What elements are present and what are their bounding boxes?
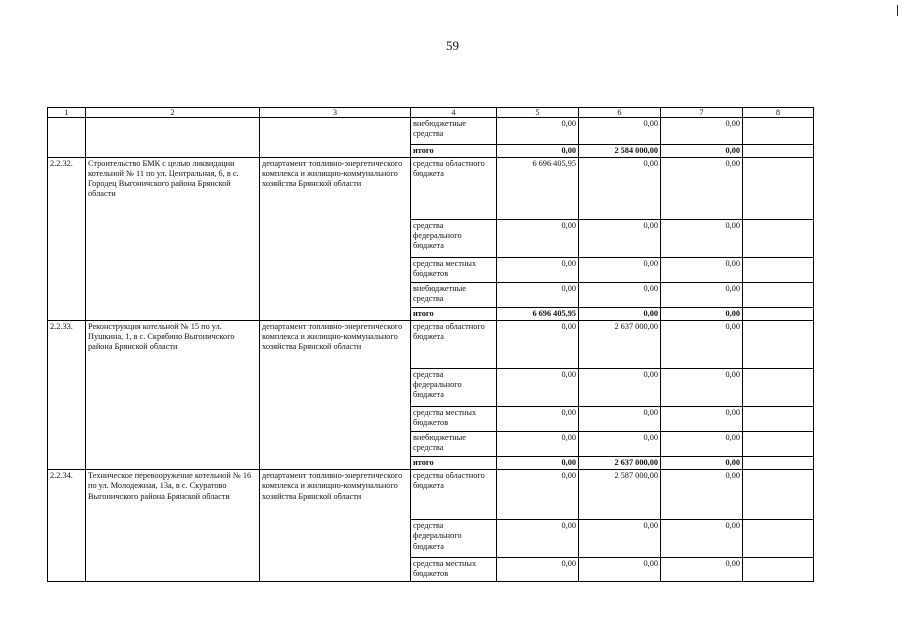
amount-cell: 0,00 <box>579 558 661 581</box>
amount-cell: 0,00 <box>579 220 661 258</box>
header-cell: 4 <box>411 108 497 118</box>
amount-cell: 0,00 <box>661 118 743 145</box>
source-label: средства федерального бюджета <box>411 520 497 558</box>
amount-cell: 0,00 <box>497 369 579 407</box>
amount-cell: 0,00 <box>661 407 743 432</box>
source-label: средства областного бюджета <box>411 321 497 369</box>
note-cell <box>743 220 814 258</box>
note-cell <box>743 258 814 283</box>
amount-cell: 0,00 <box>661 220 743 258</box>
amount-cell: 0,00 <box>661 145 743 158</box>
source-label: средства федерального бюджета <box>411 369 497 407</box>
amount-cell: 0,00 <box>497 432 579 457</box>
note-cell <box>743 321 814 369</box>
header-cell: 1 <box>48 108 86 118</box>
note-cell <box>743 118 814 145</box>
executor-cell <box>260 118 411 158</box>
source-label: внебюджетные средства <box>411 118 497 145</box>
note-cell <box>743 457 814 470</box>
amount-cell: 2 637 000,00 <box>579 457 661 470</box>
amount-cell: 0,00 <box>579 118 661 145</box>
amount-cell: 0,00 <box>661 470 743 520</box>
amount-cell: 0,00 <box>579 258 661 283</box>
amount-cell: 0,00 <box>579 158 661 220</box>
note-cell <box>743 407 814 432</box>
amount-cell: 0,00 <box>497 457 579 470</box>
executor-cell: департамент топливно-энергетического комплекса и жилищно-коммунального хозяйства Брянской области <box>260 158 411 321</box>
source-label: средства областного бюджета <box>411 158 497 220</box>
note-cell <box>743 558 814 581</box>
amount-cell: 0,00 <box>579 520 661 558</box>
source-label: итого <box>411 145 497 158</box>
amount-cell: 0,00 <box>661 321 743 369</box>
source-label: средства местных бюджетов <box>411 558 497 581</box>
source-label: средства местных бюджетов <box>411 407 497 432</box>
name-cell: Реконструкция котельной № 15 по ул. Пушкина, 1, в с. Скрябино Выгоничского района Брянской области <box>86 321 260 470</box>
amount-cell: 0,00 <box>497 283 579 308</box>
amount-cell: 2 637 000,00 <box>579 321 661 369</box>
amount-cell: 0,00 <box>661 520 743 558</box>
amount-cell: 0,00 <box>661 457 743 470</box>
table-row <box>48 470 814 520</box>
executor-cell: департамент топливно-энергетического комплекса и жилищно-коммунального хозяйства Брянской области <box>260 321 411 470</box>
code-cell: 2.2.32. <box>48 158 86 321</box>
page-edge-mark <box>897 5 898 16</box>
note-cell <box>743 145 814 158</box>
amount-cell: 0,00 <box>661 258 743 283</box>
name-cell: Строительство БМК с целью ликвидации котельной № 11 по ул. Центральная, 6, в с. Городец Выгоничского района Брянской области <box>86 158 260 321</box>
source-label: итого <box>411 457 497 470</box>
amount-cell: 0,00 <box>497 558 579 581</box>
amount-cell: 0,00 <box>579 308 661 321</box>
name-cell <box>86 118 260 158</box>
note-cell <box>743 432 814 457</box>
amount-cell: 0,00 <box>497 520 579 558</box>
table-row <box>48 158 814 220</box>
note-cell <box>743 158 814 220</box>
amount-cell: 0,00 <box>661 558 743 581</box>
note-cell <box>743 369 814 407</box>
header-cell: 2 <box>86 108 260 118</box>
amount-cell: 0,00 <box>661 432 743 457</box>
amount-cell: 0,00 <box>661 308 743 321</box>
source-label: внебюджетные средства <box>411 432 497 457</box>
header-cell: 3 <box>260 108 411 118</box>
amount-cell: 0,00 <box>579 407 661 432</box>
amount-cell: 0,00 <box>497 118 579 145</box>
header-cell: 5 <box>497 108 579 118</box>
budget-table <box>47 107 814 582</box>
amount-cell: 0,00 <box>497 407 579 432</box>
header-row <box>48 108 814 118</box>
amount-cell: 0,00 <box>579 369 661 407</box>
amount-cell: 0,00 <box>661 158 743 220</box>
note-cell <box>743 283 814 308</box>
source-label: средства местных бюджетов <box>411 258 497 283</box>
amount-cell: 6 696 405,95 <box>497 158 579 220</box>
source-label: средства областного бюджета <box>411 470 497 520</box>
header-cell: 7 <box>661 108 743 118</box>
amount-cell: 0,00 <box>661 369 743 407</box>
name-cell: Техническое перевооружение котельной № 16 по ул. Молодежная, 13а, в с. Скуратово Выгоничского района Брянской области <box>86 470 260 581</box>
code-cell: 2.2.34. <box>48 470 86 581</box>
amount-cell: 6 696 405,95 <box>497 308 579 321</box>
amount-cell: 0,00 <box>497 220 579 258</box>
amount-cell: 0,00 <box>579 283 661 308</box>
amount-cell: 0,00 <box>497 258 579 283</box>
amount-cell: 0,00 <box>661 283 743 308</box>
source-label: средства федерального бюджета <box>411 220 497 258</box>
amount-cell: 0,00 <box>497 470 579 520</box>
amount-cell: 2 584 000,00 <box>579 145 661 158</box>
amount-cell: 0,00 <box>579 432 661 457</box>
code-cell: 2.2.33. <box>48 321 86 470</box>
note-cell <box>743 520 814 558</box>
source-label: внебюджетные средства <box>411 283 497 308</box>
executor-cell: департамент топливно-энергетического комплекса и жилищно-коммунального хозяйства Брянской области <box>260 470 411 581</box>
header-cell: 6 <box>579 108 661 118</box>
amount-cell: 0,00 <box>497 321 579 369</box>
amount-cell: 0,00 <box>497 145 579 158</box>
note-cell <box>743 308 814 321</box>
page-number: 59 <box>446 38 459 53</box>
header-cell: 8 <box>743 108 814 118</box>
note-cell <box>743 470 814 520</box>
amount-cell: 2 587 000,00 <box>579 470 661 520</box>
source-label: итого <box>411 308 497 321</box>
code-cell <box>48 118 86 158</box>
table-row <box>48 321 814 369</box>
table-row <box>48 118 814 145</box>
